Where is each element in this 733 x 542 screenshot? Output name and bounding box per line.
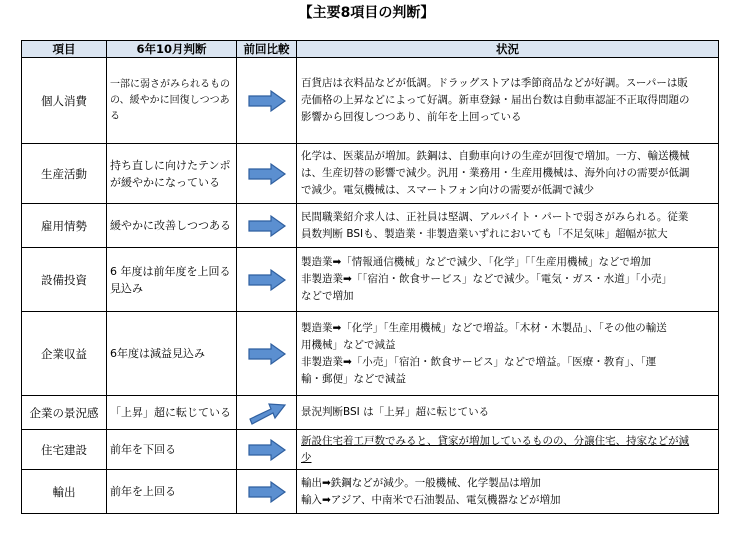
- row-status: [297, 204, 719, 248]
- row-judgment: 持ち直しに向けたテンポが緩やかになっている: [107, 144, 237, 204]
- status-line: 民間職業紹介求人は、正社員は堅調、アルバイト・パートで弱さがみられる。従業: [301, 210, 689, 223]
- table-row: [22, 204, 719, 248]
- status-line: 輸・郵便」などで減益: [301, 372, 406, 385]
- row-item: 生産活動: [22, 144, 107, 204]
- row-judgment: 前年を上回る: [107, 470, 237, 514]
- flat-arrow-icon: [247, 480, 287, 504]
- row-status: [297, 58, 719, 144]
- row-item: 輸出: [22, 470, 107, 514]
- header-item: 項目: [22, 41, 107, 58]
- status-line: 製造業➡「情報通信機械」などで減少、「化学」「「生産用機械」などで増加: [301, 256, 652, 268]
- row-judgment: 前年を下回る: [107, 430, 237, 470]
- row-comparison: [237, 312, 297, 396]
- row-status: [297, 144, 719, 204]
- status-line: 輸入➡アジア、中南米で石油製品、電気機器などが増加: [301, 493, 561, 506]
- status-line: 非製造業➡「「宿泊・飲食サービス」などで減少。「電気・ガス・水道」「小売」: [301, 273, 673, 285]
- flat-arrow-icon: [247, 162, 287, 186]
- status-line: 百貨店は衣料品などが低調。ドラッグストアは季節商品などが好調。スーパーは販: [301, 77, 688, 89]
- table-row: [22, 470, 719, 514]
- flat-arrow-icon: [247, 342, 287, 366]
- status-line: 輸出➡鉄鋼などが減少。一般機械、化学製品は増加: [301, 476, 541, 489]
- flat-arrow-icon: [247, 438, 287, 462]
- table-row: [22, 430, 719, 470]
- status-line: 少: [301, 451, 312, 464]
- row-status: [297, 430, 719, 470]
- row-item: 設備投資: [22, 248, 107, 312]
- header-status: 状況: [297, 41, 719, 58]
- status-line: 化学は、医薬品が増加。鉄鋼は、自動車向けの生産が回復で増加。一方、輸送機械: [301, 150, 690, 162]
- row-judgment: 6年度は減益見込み: [107, 312, 237, 396]
- row-judgment: 「上昇」超に転じている: [107, 396, 237, 430]
- table-row: [22, 396, 719, 430]
- row-status: [297, 396, 719, 430]
- row-comparison: [237, 396, 297, 430]
- row-status: [297, 312, 719, 396]
- status-line: 非製造業➡「小売」「宿泊・飲食サービス」などで増益。「医療・教育」、「運: [301, 355, 657, 368]
- table-row: [22, 312, 719, 396]
- status-line: などで増加: [301, 290, 354, 302]
- row-comparison: [237, 248, 297, 312]
- status-line: 景況判断BSI は「上昇」超に転じている: [301, 406, 490, 418]
- table-row: [22, 58, 719, 144]
- row-item: 住宅建設: [22, 430, 107, 470]
- header-judgment: 6年10月判断: [107, 41, 237, 58]
- row-comparison: [237, 204, 297, 248]
- header-comparison: 前回比較: [237, 41, 297, 58]
- page-title: 【主要8項目の判断】: [298, 5, 435, 21]
- flat-arrow-icon: [247, 268, 287, 292]
- status-line: 製造業➡「化学」「生産用機械」などで増益。「木材・木製品」、「その他の輸送: [301, 321, 667, 334]
- row-comparison: [237, 470, 297, 514]
- up-right-arrow-icon: [247, 400, 287, 426]
- header-row: [22, 41, 719, 58]
- row-judgment: 6 年度は前年度を上回る見込み: [107, 248, 237, 312]
- row-item: 企業収益: [22, 312, 107, 396]
- row-status: [297, 470, 719, 514]
- row-item: 個人消費: [22, 58, 107, 144]
- row-judgment: 緩やかに改善しつつある: [107, 204, 237, 248]
- row-judgment: 一部に弱さがみられるものの、緩やかに回復しつつある: [107, 58, 237, 144]
- table-body: [22, 58, 719, 514]
- flat-arrow-icon: [247, 214, 287, 238]
- row-item: 企業の景況感: [22, 396, 107, 430]
- row-comparison: [237, 430, 297, 470]
- judgment-table: [21, 40, 719, 514]
- row-status: [297, 248, 719, 312]
- status-line: 影響から回復しつつあり、前年を上回っている: [301, 111, 522, 123]
- status-line: 新設住宅着工戸数でみると、貸家が増加しているものの、分譲住宅、持家などが減: [301, 434, 690, 447]
- table-row: [22, 144, 719, 204]
- status-line: 員数判断 BSIも、製造業・非製造業いずれにおいても「不足気味」超幅が拡大: [301, 227, 668, 240]
- table-row: [22, 248, 719, 312]
- status-line: は、生産切替の影響で減少。汎用・業務用・生産用機械は、海外向けの需要が低調: [301, 167, 690, 179]
- row-comparison: [237, 58, 297, 144]
- flat-arrow-icon: [247, 89, 287, 113]
- status-line: で減少。電気機械は、スマートフォン向けの需要が低調で減少: [301, 184, 594, 196]
- status-line: 売価格の上昇などによって好調。新車登録・届出台数は自動車認証不正取得問題の: [301, 94, 690, 106]
- row-item: 雇用情勢: [22, 204, 107, 248]
- row-comparison: [237, 144, 297, 204]
- status-line: 用機械」などで減益: [301, 338, 396, 351]
